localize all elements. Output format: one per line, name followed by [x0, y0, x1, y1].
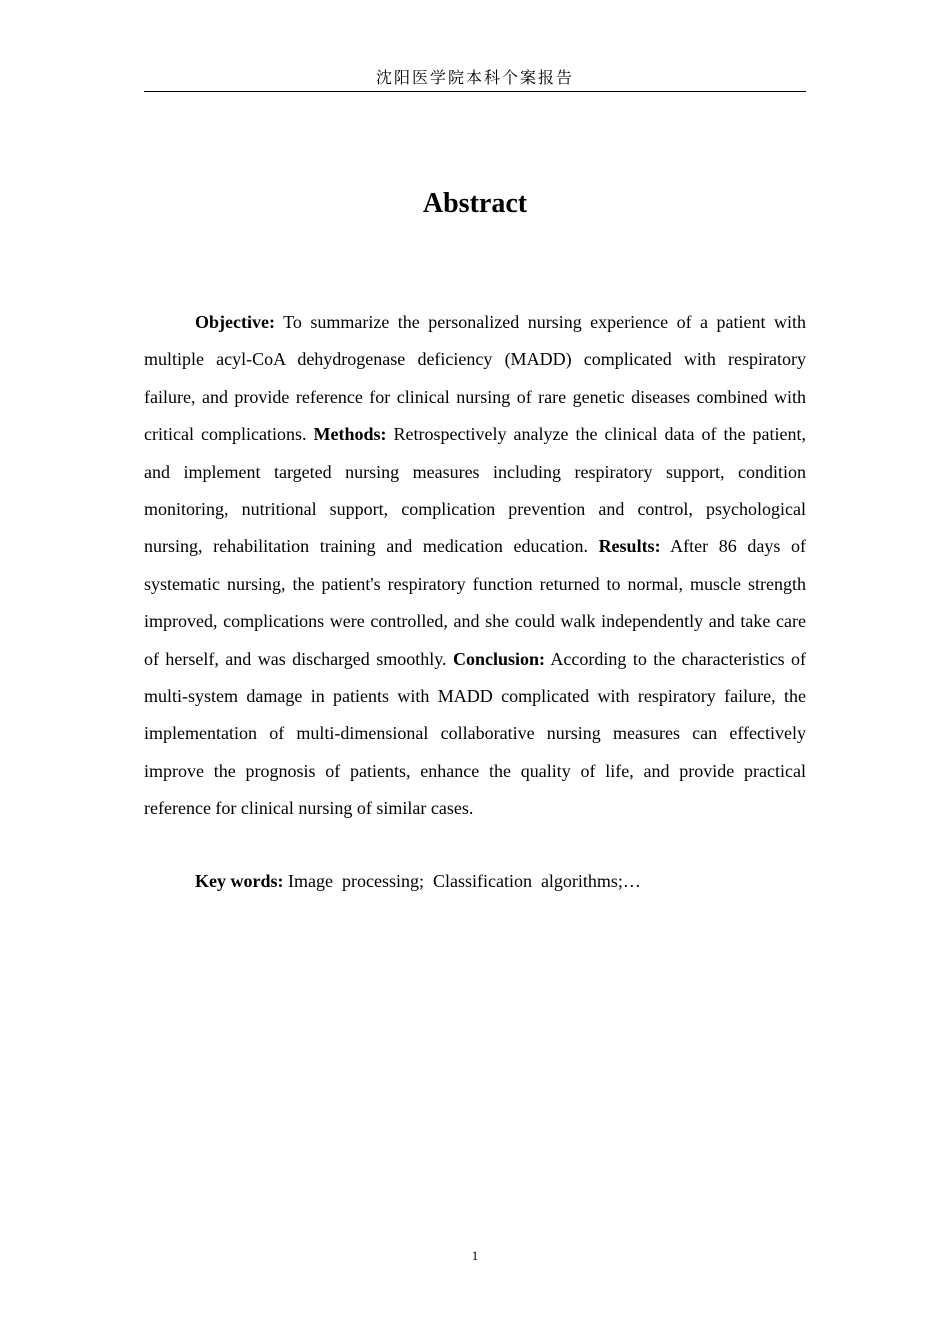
results-text: After 86 days of systematic nursing, the patient's respiratory function returned to normal, muscle strength improved, complications were controlled, and she could walk independently and take care of herself, and was discharged smoothly. — [144, 536, 806, 669]
objective-label: Objective: — [195, 312, 275, 332]
methods-text: Retrospectively analyze the clinical data of the patient, and implement targeted nursing measures including respiratory support, condition monitoring, nutritional support, complication prevention and control, psychological nursing, rehabilitation training and medication education. — [144, 424, 806, 557]
objective-text: To summarize the personalized nursing experience of a patient with multiple acyl-CoA dehydrogenase deficiency (MADD) complicated with respiratory failure, and provide reference for clinical nursing of rare genetic diseases combined with critical complications. — [144, 312, 806, 445]
abstract-title: Abstract — [422, 188, 528, 219]
abstract-paragraph — [144, 304, 806, 828]
conclusion-text: According to the characteristics of multi-system damage in patients with MADD complicated with respiratory failure, the implementation of multi-dimensional collaborative nursing measures can effectively improve the prognosis of patients, enhance the quality of life, and provide practical reference for clinical nursing of similar cases. — [144, 648, 807, 819]
keywords-label: Key words: — [195, 871, 284, 891]
methods-label: Methods: — [313, 424, 387, 445]
keywords-text: Image processing; Classification algorithms;… — [283, 871, 641, 891]
page-header: 沈阳医学院本科个案报告 — [144, 68, 806, 92]
page-number: 1 — [471, 1248, 479, 1263]
results-label: Results: — [598, 536, 661, 557]
conclusion-label: Conclusion: — [452, 648, 545, 669]
keywords-paragraph — [144, 866, 806, 896]
